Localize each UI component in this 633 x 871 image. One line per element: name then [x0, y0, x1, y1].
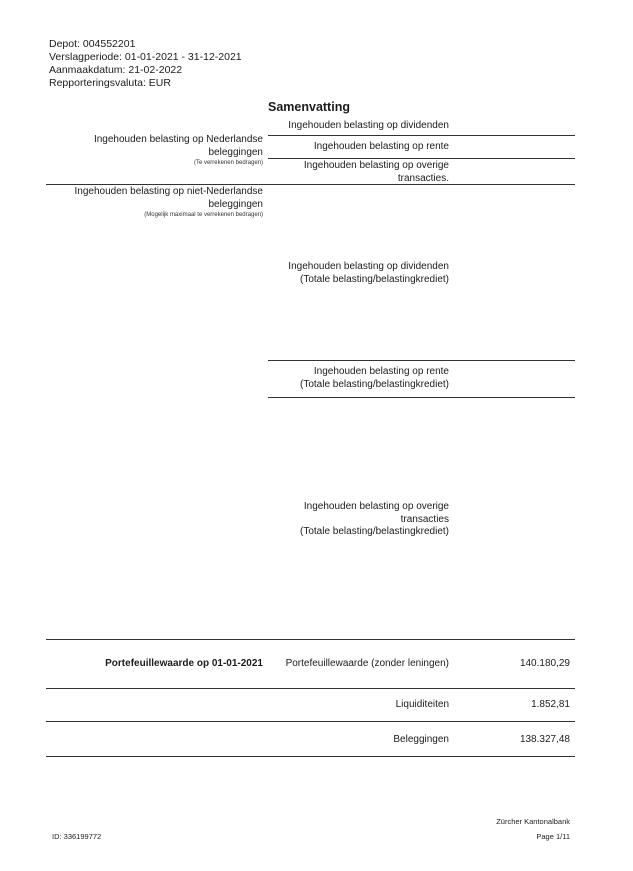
section-divider [46, 756, 575, 757]
non-dutch-other-label-line1: Ingehouden belasting op overige [303, 501, 449, 512]
dutch-other-label-line1: Ingehouden belasting op overige [303, 160, 449, 171]
non-dutch-other-row [209, 501, 449, 539]
non-dutch-other-label-line3: (Totale belasting/belastingkrediet) [300, 526, 449, 537]
non-dutch-other-label-line2: transacties [400, 513, 449, 525]
non-dutch-label-line1: Ingehouden belasting op niet-Nederlandse [74, 186, 263, 197]
dutch-interest-label: Ingehouden belasting op rente [313, 141, 449, 152]
non-dutch-dividend-row [209, 261, 449, 286]
document-id: ID: 336199772 [52, 832, 102, 841]
non-dutch-note: (Mogelijk maximaal te verrekenen bedragen) [144, 212, 263, 218]
report-header [49, 38, 242, 90]
dutch-note: (Te verrekenen bedragen) [193, 160, 263, 166]
report-period: Verslagperiode: 01-01-2021 - 31-12-2021 [49, 51, 242, 63]
dutch-dividend-label: Ingehouden belasting op dividenden [288, 120, 449, 131]
page-number: Page 1/11 [536, 832, 570, 841]
liquidity-amount: 1.852,81 [531, 699, 570, 710]
divider [46, 721, 575, 722]
non-dutch-interest-row [209, 366, 449, 391]
bank-name: Zürcher Kantonalbank [496, 817, 570, 826]
non-dutch-section-label [23, 186, 263, 219]
portfolio-value-label: Portefeuillewaarde (zonder leningen) [285, 658, 449, 669]
investments-label: Beleggingen [393, 734, 449, 745]
section-divider [46, 639, 575, 640]
non-dutch-interest-label-line2: (Totale belasting/belastingkrediet) [300, 378, 449, 390]
non-dutch-dividend-label-line1: Ingehouden belasting op dividenden [288, 261, 449, 272]
divider [268, 135, 575, 136]
dutch-other-row [229, 160, 449, 185]
creation-date: Aanmaakdatum: 21-02-2022 [49, 64, 183, 76]
divider [268, 360, 575, 361]
dutch-label-line1: Ingehouden belasting op Nederlandse [93, 134, 263, 145]
reporting-currency: Repporteringsvaluta: EUR [49, 77, 171, 89]
divider [46, 688, 575, 689]
portfolio-heading: Portefeuillewaarde op 01-01-2021 [105, 658, 263, 669]
divider [268, 158, 575, 159]
dutch-other-label-line2: transacties. [397, 172, 449, 184]
non-dutch-label-line2: beleggingen [208, 198, 263, 210]
dutch-dividend-row [229, 120, 449, 133]
divider [268, 397, 575, 398]
dutch-label-line2: beleggingen [208, 146, 263, 158]
summary-title: Samenvatting [268, 100, 350, 114]
non-dutch-dividend-label-line2: (Totale belasting/belastingkrediet) [300, 273, 449, 285]
investments-amount: 138.327,48 [519, 734, 570, 745]
liquidity-label: Liquiditeiten [395, 699, 449, 710]
portfolio-value-amount: 140.180,29 [519, 658, 570, 669]
depot-number: Depot: 004552201 [49, 38, 136, 50]
section-divider [46, 184, 575, 185]
non-dutch-interest-label-line1: Ingehouden belasting op rente [313, 366, 449, 377]
dutch-interest-row [229, 141, 449, 154]
